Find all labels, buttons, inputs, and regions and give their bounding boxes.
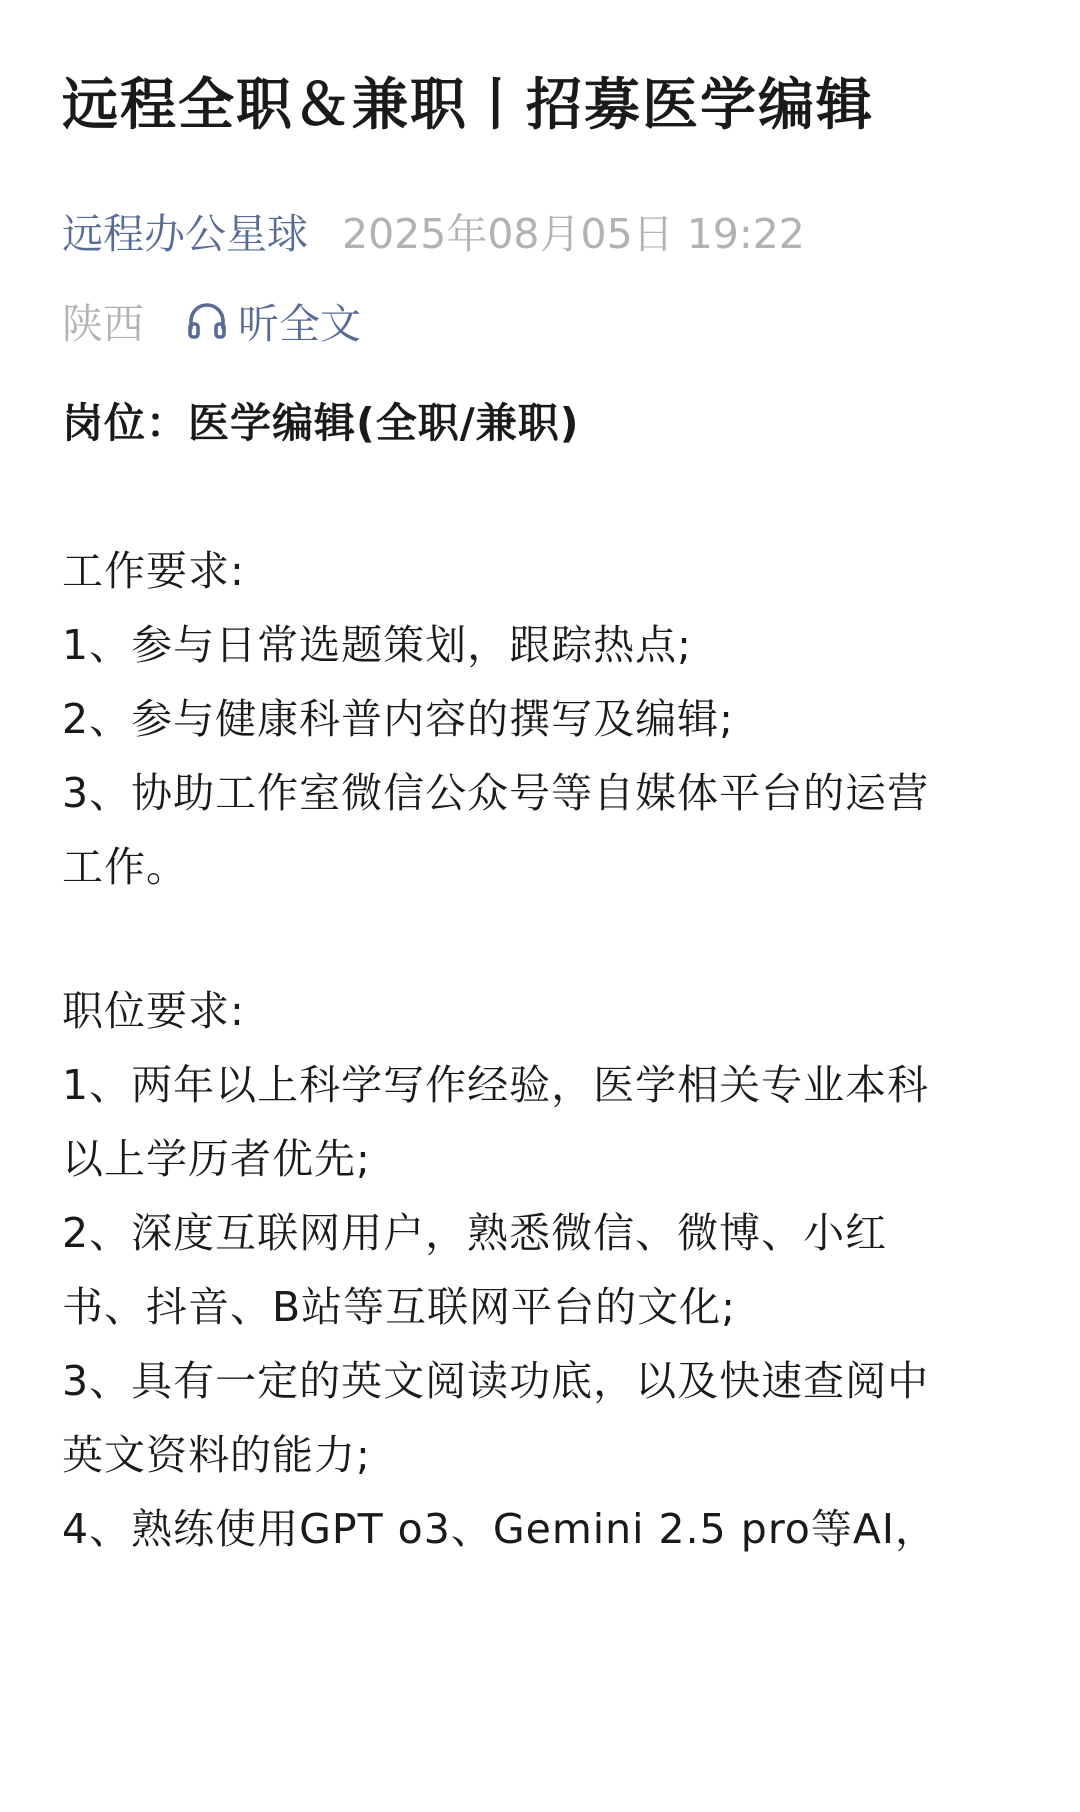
listen-button[interactable] (186, 291, 361, 350)
work-item-3-cont: 工作。 (62, 843, 188, 891)
work-item-3: 3、协助工作室微信公众号等自媒体平台的运营 (62, 769, 930, 817)
work-requirements-heading: 工作要求: (62, 547, 245, 595)
work-item-1: 1、参与日常选题策划，跟踪热点; (62, 621, 692, 669)
position-line: 岗位：医学编辑(全职/兼职) (62, 399, 580, 447)
req-item-4: 4、熟练使用GPT o3、Gemini 2.5 pro等AI， (62, 1505, 938, 1553)
req-item-2-cont: 书、抖音、B站等互联网平台的文化; (62, 1283, 736, 1331)
req-item-3-cont: 英文资料的能力; (62, 1431, 371, 1479)
work-item-2: 2、参与健康科普内容的撰写及编辑; (62, 695, 734, 743)
req-item-1-cont: 以上学历者优先; (62, 1135, 371, 1183)
article-meta-secondary (62, 290, 361, 350)
location-label: 陕西 (62, 299, 144, 348)
job-requirements-heading: 职位要求: (62, 987, 245, 1035)
headphones-icon (186, 300, 228, 340)
req-item-2: 2、深度互联网用户，熟悉微信、微博、小红 (62, 1209, 888, 1257)
publish-time: 2025年08月05日 19:22 (342, 209, 805, 258)
req-item-3: 3、具有一定的英文阅读功底，以及快速查阅中 (62, 1357, 930, 1405)
account-name-link[interactable]: 远程办公星球 (62, 209, 308, 258)
article-title: 远程全职＆兼职丨招募医学编辑 (62, 73, 874, 138)
req-item-1: 1、两年以上科学写作经验，医学相关专业本科 (62, 1061, 930, 1109)
listen-label: 听全文 (238, 299, 361, 348)
article-meta (62, 200, 805, 260)
